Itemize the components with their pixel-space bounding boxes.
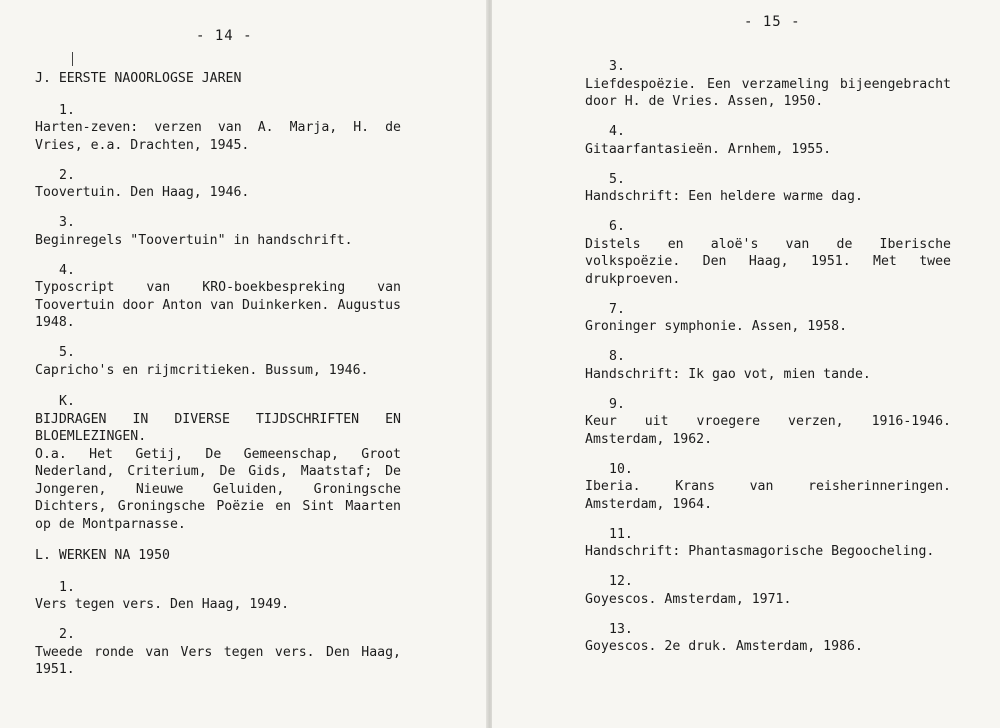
item-number: 2. xyxy=(59,167,75,183)
list-item xyxy=(585,396,951,449)
item-number: 10. xyxy=(609,461,633,477)
page-number: - 15 - xyxy=(744,14,801,30)
item-text: Keur uit vroegere verzen, 1916-1946. Amsterdam, 1962. xyxy=(585,414,951,447)
section-heading: L. WERKEN NA 1950 xyxy=(35,548,170,563)
section-heading-l xyxy=(35,547,401,565)
item-text: Beginregels "Toovertuin" in handschrift. xyxy=(35,232,353,248)
section-letter: K. xyxy=(59,394,75,409)
item-text: Tweede ronde van Vers tegen vers. Den Haag, 1951. xyxy=(35,644,401,677)
list-item xyxy=(585,301,951,336)
list-item xyxy=(585,123,951,158)
item-text: Handschrift: Phantasmagorische Begoocheling. xyxy=(585,544,935,559)
item-text: Groninger symphonie. Assen, 1958. xyxy=(585,319,848,334)
item-text: Distels en aloë's van de Iberische volkspoëzie. Den Haag, 1951. Met twee drukproeven. xyxy=(585,236,951,287)
item-number: 1. xyxy=(59,579,75,595)
section-heading: BIJDRAGEN IN DIVERSE TIJDSCHRIFTEN EN BLOEMLEZINGEN. xyxy=(35,411,401,444)
item-text: Goyescos. Amsterdam, 1971. xyxy=(585,591,792,607)
item-number: 4. xyxy=(59,262,75,278)
page-left xyxy=(0,0,488,728)
list-item xyxy=(585,461,951,514)
item-number: 6. xyxy=(609,219,625,234)
section-text: O.a. Het Getij, De Gemeenschap, Groot Nederland, Criterium, De Gids, Maatstaf; De Jongeren, Nieuwe Geluiden, Groningsche Dichters, Groningsche Poëzie en Sint Maarten op de Montparnasse. xyxy=(35,446,401,532)
right-text-column xyxy=(585,58,951,668)
list-item xyxy=(35,102,401,155)
item-number: 12. xyxy=(609,574,633,589)
ink-mark xyxy=(72,52,73,66)
item-number: 7. xyxy=(609,301,625,317)
item-text: Handschrift: Een heldere warme dag. xyxy=(585,189,863,204)
item-text: Gitaarfantasieën. Arnhem, 1955. xyxy=(585,141,832,157)
item-text: Harten-zeven: verzen van A. Marja, H. de Vries, e.a. Drachten, 1945. xyxy=(35,120,401,153)
item-number: 1. xyxy=(59,102,75,118)
section-k xyxy=(35,393,401,533)
list-item xyxy=(585,58,951,111)
item-text: Iberia. Krans van reisherinneringen. Amsterdam, 1964. xyxy=(585,479,951,512)
item-number: 13. xyxy=(609,621,633,637)
item-number: 3. xyxy=(609,59,625,74)
item-text: Goyescos. 2e druk. Amsterdam, 1986. xyxy=(585,639,863,654)
page-number: - 14 - xyxy=(196,28,253,44)
item-number: 5. xyxy=(609,171,625,187)
page-right xyxy=(492,0,1000,728)
list-item xyxy=(35,626,401,679)
item-text: Liefdespoëzie. Een verzameling bijeengebracht door H. de Vries. Assen, 1950. xyxy=(585,76,951,109)
item-text: Handschrift: Ik gao vot, mien tande. xyxy=(585,366,871,382)
section-heading-j xyxy=(35,70,401,88)
list-item xyxy=(585,573,951,608)
list-item xyxy=(585,526,951,561)
item-number: 2. xyxy=(59,627,75,642)
item-text: Capricho's en rijmcritieken. Bussum, 1946. xyxy=(35,362,369,378)
item-number: 9. xyxy=(609,396,625,412)
list-item xyxy=(585,171,951,206)
item-text: Typoscript van KRO-boekbespreking van Toovertuin door Anton van Duinkerken. Augustus 1948. xyxy=(35,280,401,330)
list-item xyxy=(35,579,401,614)
list-item xyxy=(35,262,401,332)
section-heading: J. EERSTE NAOORLOGSE JAREN xyxy=(35,71,242,86)
item-text: Vers tegen vers. Den Haag, 1949. xyxy=(35,597,290,612)
list-item xyxy=(35,344,401,379)
left-text-column xyxy=(35,70,401,691)
item-number: 4. xyxy=(609,124,625,139)
list-item xyxy=(35,167,401,202)
list-item xyxy=(585,218,951,288)
item-number: 5. xyxy=(59,345,75,360)
item-number: 11. xyxy=(609,526,633,542)
list-item xyxy=(585,348,951,383)
item-number: 8. xyxy=(609,349,625,364)
item-text: Toovertuin. Den Haag, 1946. xyxy=(35,185,250,200)
item-number: 3. xyxy=(59,215,75,230)
list-item xyxy=(35,214,401,249)
list-item xyxy=(585,621,951,656)
